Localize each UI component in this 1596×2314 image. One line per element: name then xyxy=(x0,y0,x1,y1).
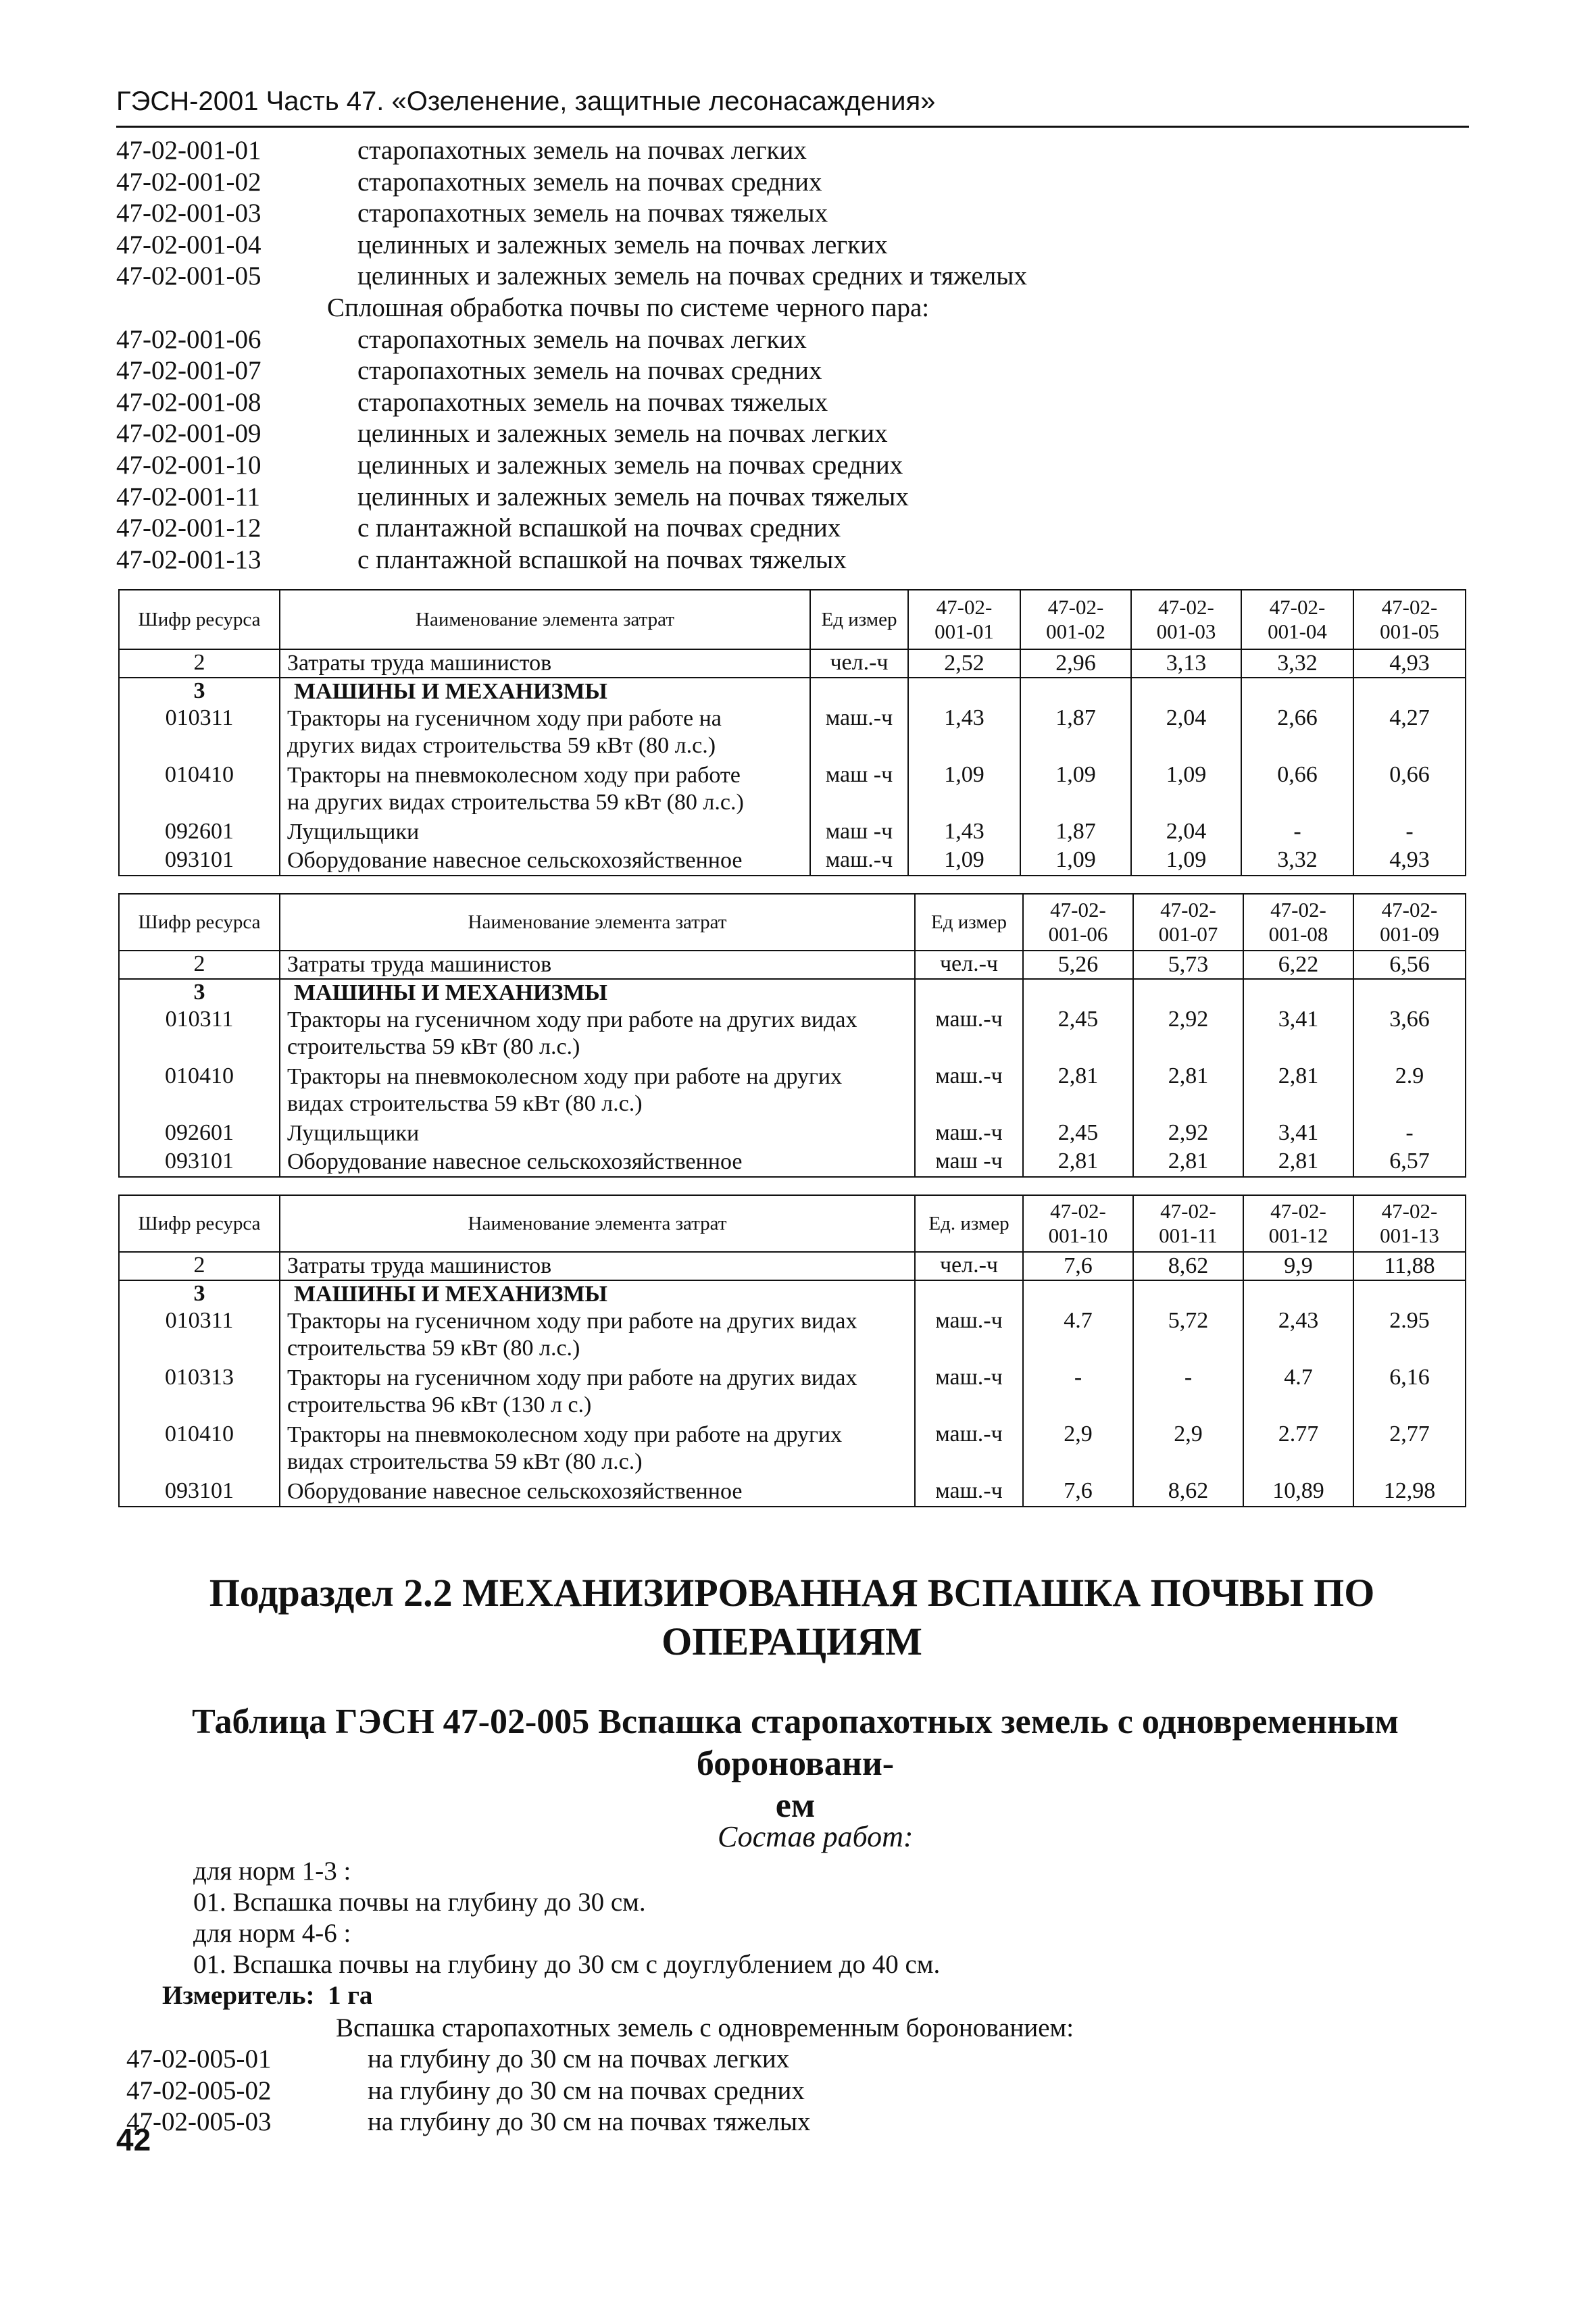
list-item: 47-02-005-02 на глубину до 30 см на почвах средних xyxy=(126,2076,805,2105)
table-row: 010311 Тракторы на гусеничном ходу при работе на других видах строительства 59 кВт (80 л.с.) маш.-ч 2,45 2,92 3,41 3,66 xyxy=(119,1007,1466,1063)
col-header-norm: 47-02- 001-10 xyxy=(1023,1195,1133,1252)
col-header-norm: 47-02- 001-09 xyxy=(1353,894,1466,951)
work-composition-caption: Состав работ: xyxy=(718,1820,914,1853)
col-header-norm: 47-02- 001-01 xyxy=(908,590,1020,649)
col-header-norm: 47-02- 001-08 xyxy=(1243,894,1353,951)
list-item: 47-02-001-06 старопахотных земель на почвах легких xyxy=(116,324,807,354)
list-item: 47-02-001-04 целинных и залежных земель на почвах легких xyxy=(116,230,888,259)
col-header-code: Шифр ресурса xyxy=(119,590,280,649)
list-item: 47-02-001-13 с плантажной вспашкой на почвах тяжелых xyxy=(116,545,847,574)
table-row-section: 3 МАШИНЫ И МЕХАНИЗМЫ xyxy=(119,979,1466,1007)
col-header-unit: Ед. измер xyxy=(915,1195,1023,1252)
norms-4-6-label: для норм 4-6 : xyxy=(193,1919,351,1948)
col-header-norm: 47-02- 001-12 xyxy=(1243,1195,1353,1252)
measure-line: Измеритель: 1 га xyxy=(162,1981,373,2010)
resource-table-2 xyxy=(118,893,1466,1178)
norm-list-3 xyxy=(116,2044,1468,2138)
resource-table-1 xyxy=(118,589,1466,876)
col-header-norm: 47-02- 001-03 xyxy=(1131,590,1241,649)
col-header-norm: 47-02- 001-06 xyxy=(1023,894,1133,951)
col-header-norm: 47-02- 001-04 xyxy=(1241,590,1353,649)
norm-list-1 xyxy=(116,135,1468,576)
list-item: 47-02-001-05 целинных и залежных земель на почвах средних и тяжелых xyxy=(116,261,1027,291)
table-row: 092601 Лущильщики маш.-ч 2,45 2,92 3,41 - xyxy=(119,1120,1466,1149)
list-subheading: Сплошная обработка почвы по системе черного пара: xyxy=(327,293,930,322)
table-row: 093101 Оборудование навесное сельскохозяйственное маш.-ч 7,6 8,62 10,89 12,98 xyxy=(119,1478,1466,1507)
list-item: 47-02-001-07 старопахотных земель на почвах средних xyxy=(116,356,822,386)
list-item: 47-02-001-03 старопахотных земель на почвах тяжелых xyxy=(116,199,828,228)
operation-1-3: 01. Вспашка почвы на глубину до 30 см. xyxy=(193,1888,646,1917)
table-row-section: 3 МАШИНЫ И МЕХАНИЗМЫ xyxy=(119,1280,1466,1308)
table-row-labor: 2 Затраты труда машинистов чел.-ч 2,52 2,96 3,13 3,32 4,93 xyxy=(119,649,1466,678)
col-header-name: Наименование элемента затрат xyxy=(280,590,810,649)
col-header-code: Шифр ресурса xyxy=(119,1195,280,1252)
col-header-norm: 47-02- 001-11 xyxy=(1133,1195,1243,1252)
col-header-code: Шифр ресурса xyxy=(119,894,280,951)
table-row: 092601 Лущильщики маш -ч 1,43 1,87 2,04 - - xyxy=(119,819,1466,847)
table-header-row xyxy=(119,1195,1466,1252)
table-header-row xyxy=(119,590,1466,649)
section-title: Подраздел 2.2 МЕХАНИЗИРОВАННАЯ ВСПАШКА ПОЧВЫ ПО ОПЕРАЦИЯМ xyxy=(209,1571,1375,1663)
table-row: 010410 Тракторы на пневмоколесном ходу при работе на других видах строительства 59 кВт (80 л.с.) маш.-ч 2,81 2,81 2,81 2.9 xyxy=(119,1063,1466,1120)
table-row: 093101 Оборудование навесное сельскохозяйственное маш.-ч 1,09 1,09 1,09 3,32 4,93 xyxy=(119,847,1466,876)
table-row-section: 3 МАШИНЫ И МЕХАНИЗМЫ xyxy=(119,678,1466,705)
list-item: 47-02-005-03 на глубину до 30 см на почвах тяжелых xyxy=(126,2107,811,2137)
col-header-norm: 47-02- 001-05 xyxy=(1353,590,1466,649)
table-row-labor: 2 Затраты труда машинистов чел.-ч 7,6 8,62 9,9 11,88 xyxy=(119,1252,1466,1280)
table-row: 093101 Оборудование навесное сельскохозяйственное маш -ч 2,81 2,81 2,81 6,57 xyxy=(119,1149,1466,1177)
table-row-labor: 2 Затраты труда машинистов чел.-ч 5,26 5,73 6,22 6,56 xyxy=(119,951,1466,979)
col-header-norm: 47-02- 001-02 xyxy=(1020,590,1131,649)
running-header: ГЭСН-2001 Часть 47. «Озеленение, защитные лесонасаждения» xyxy=(116,86,936,116)
list-item: 47-02-001-09 целинных и залежных земель на почвах легких xyxy=(116,419,888,449)
col-header-name: Наименование элемента затрат xyxy=(280,1195,915,1252)
table-header-row xyxy=(119,894,1466,951)
list-item: 47-02-001-02 старопахотных земель на почвах средних xyxy=(116,167,822,197)
list-item: 47-02-001-10 целинных и залежных земель на почвах средних xyxy=(116,450,903,480)
operation-4-6: 01. Вспашка почвы на глубину до 30 см с доуглублением до 40 см. xyxy=(193,1950,941,1979)
table-row: 010410 Тракторы на пневмоколесном ходу при работе на других видах строительства 59 кВт (80 л.с.) маш.-ч 2,9 2,9 2.77 2,77 xyxy=(119,1422,1466,1478)
col-header-norm: 47-02- 001-13 xyxy=(1353,1195,1466,1252)
list-item: 47-02-001-12 с плантажной вспашкой на почвах средних xyxy=(116,513,841,543)
table-title: Таблица ГЭСН 47-02-005 Вспашка старопахотных земель с одновременным бороновани- ем xyxy=(192,1703,1399,1825)
table-row: 010313 Тракторы на гусеничном ходу при работе на других видах строительства 96 кВт (130 л с.) маш.-ч - - 4.7 6,16 xyxy=(119,1365,1466,1422)
list-subheading: Вспашка старопахотных земель с одновременным боронованием: xyxy=(336,2013,1074,2042)
table-row: 010311 Тракторы на гусеничном ходу при работе на других видах строительства 59 кВт (80 л.с.) маш.-ч 4.7 5,72 2,43 2.95 xyxy=(119,1308,1466,1365)
header-rule xyxy=(116,126,1469,128)
resource-table-3 xyxy=(118,1194,1466,1507)
norms-1-3-label: для норм 1-3 : xyxy=(193,1857,351,1886)
list-item: 47-02-001-01 старопахотных земель на почвах легких xyxy=(116,136,807,165)
col-header-norm: 47-02- 001-07 xyxy=(1133,894,1243,951)
list-item: 47-02-001-11 целинных и залежных земель на почвах тяжелых xyxy=(116,482,909,511)
col-header-unit: Ед измер xyxy=(915,894,1023,951)
list-item: 47-02-001-08 старопахотных земель на почвах тяжелых xyxy=(116,387,828,417)
table-row: 010311 Тракторы на гусеничном ходу при работе на других видах строительства 59 кВт (80 л.с.) маш.-ч 1,43 1,87 2,04 2,66 4,27 xyxy=(119,705,1466,762)
page-number: 42 xyxy=(116,2122,151,2157)
list-item: 47-02-005-01 на глубину до 30 см на почвах легких xyxy=(126,2044,790,2073)
table-row: 010410 Тракторы на пневмоколесном ходу при работе на других видах строительства 59 кВт (80 л.с.) маш -ч 1,09 1,09 1,09 0,66 0,66 xyxy=(119,762,1466,819)
col-header-name: Наименование элемента затрат xyxy=(280,894,915,951)
col-header-unit: Ед измер xyxy=(810,590,908,649)
